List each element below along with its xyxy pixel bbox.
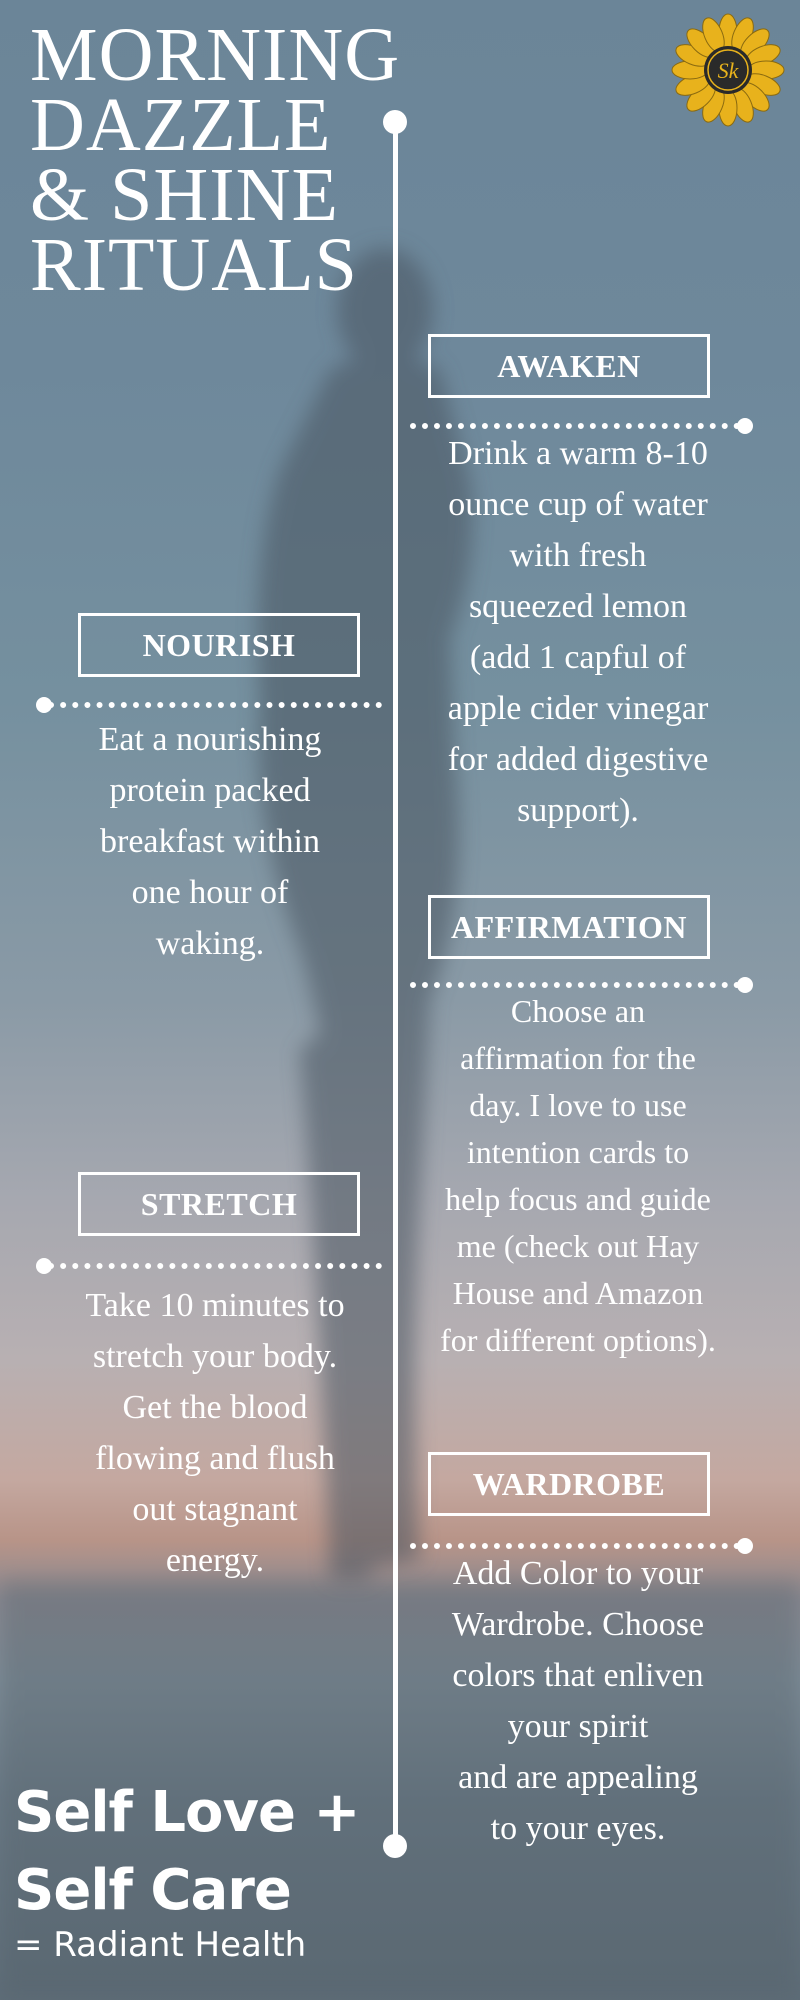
affirmation-text-line: help focus and guide <box>445 1181 711 1217</box>
stretch-text-line: Take 10 minutes to <box>85 1287 345 1324</box>
nourish-text-line: protein packed <box>109 772 311 809</box>
sunflower-icon <box>670 12 786 128</box>
title-line-4: RITUALS <box>30 223 358 307</box>
affirmation-text-line: intention cards to <box>466 1134 690 1170</box>
stretch-text-line: stretch your body. <box>92 1338 338 1375</box>
stretch-text-line: energy. <box>165 1542 265 1579</box>
nourish-text-line: one hour of <box>131 874 289 911</box>
timeline-line <box>393 120 398 1845</box>
wardrobe-text-line: Add Color to your <box>452 1555 704 1592</box>
nourish-text-line: breakfast within <box>100 823 320 860</box>
wardrobe-text-line: Wardrobe. Choose <box>451 1606 705 1643</box>
page-title <box>30 13 410 307</box>
affirmation-text-line: House and Amazon <box>452 1275 704 1311</box>
stretch-divider <box>48 1263 382 1269</box>
awaken-text-line: squeezed lemon <box>468 588 688 625</box>
wardrobe-label: WARDROBE <box>428 1452 710 1516</box>
wardrobe-text-line: your spirit <box>507 1708 649 1745</box>
title-line-2: DAZZLE <box>30 83 332 167</box>
footer-self-love: Self Love + <box>14 1780 360 1845</box>
affirmation-text <box>400 988 756 1364</box>
stretch-text-line: flowing and flush <box>95 1440 335 1477</box>
awaken-text-line: support). <box>517 792 639 829</box>
stretch-text-line: Get the blood <box>122 1389 308 1426</box>
footer-radiant-health: = Radiant Health <box>14 1925 307 1965</box>
footer-self-care: Self Care <box>14 1858 291 1923</box>
stretch-text-line: out stagnant <box>132 1491 298 1528</box>
awaken-text-line: apple cider vinegar <box>447 690 709 727</box>
timeline-top-dot <box>383 110 407 134</box>
logo-initials: Sk <box>717 58 739 83</box>
wardrobe-text-line: colors that enliven <box>452 1657 704 1694</box>
awaken-text-line: with fresh <box>509 537 647 574</box>
wardrobe-text <box>408 1548 748 1854</box>
title-line-1: MORNING <box>30 13 401 97</box>
stretch-label: STRETCH <box>78 1172 360 1236</box>
affirmation-text-line: Choose an <box>510 993 646 1029</box>
nourish-text <box>40 714 380 969</box>
nourish-text-line: Eat a nourishing <box>98 721 322 758</box>
affirmation-text-line: for different options). <box>440 1322 716 1358</box>
wardrobe-text-line: and are appealing <box>458 1759 698 1796</box>
nourish-label: NOURISH <box>78 613 360 677</box>
timeline-bottom-dot <box>383 1834 407 1858</box>
title-line-3: & SHINE <box>30 153 339 237</box>
awaken-text-line: Drink a warm 8-10 <box>448 435 708 472</box>
awaken-text-line: (add 1 capful of <box>469 639 687 676</box>
nourish-text-line: waking. <box>155 925 265 962</box>
wardrobe-text-line: to your eyes. <box>490 1810 666 1847</box>
affirmation-label: AFFIRMATION <box>428 895 710 959</box>
nourish-divider <box>48 702 382 708</box>
awaken-text-line: for added digestive <box>447 741 709 778</box>
awaken-text-line: ounce cup of water <box>448 486 708 523</box>
awaken-text <box>408 428 748 836</box>
affirmation-text-line: affirmation for the <box>460 1040 696 1076</box>
affirmation-text-line: day. I love to use <box>469 1087 687 1123</box>
stretch-text <box>40 1280 390 1586</box>
affirmation-text-line: me (check out Hay <box>456 1228 700 1264</box>
awaken-label: AWAKEN <box>428 334 710 398</box>
